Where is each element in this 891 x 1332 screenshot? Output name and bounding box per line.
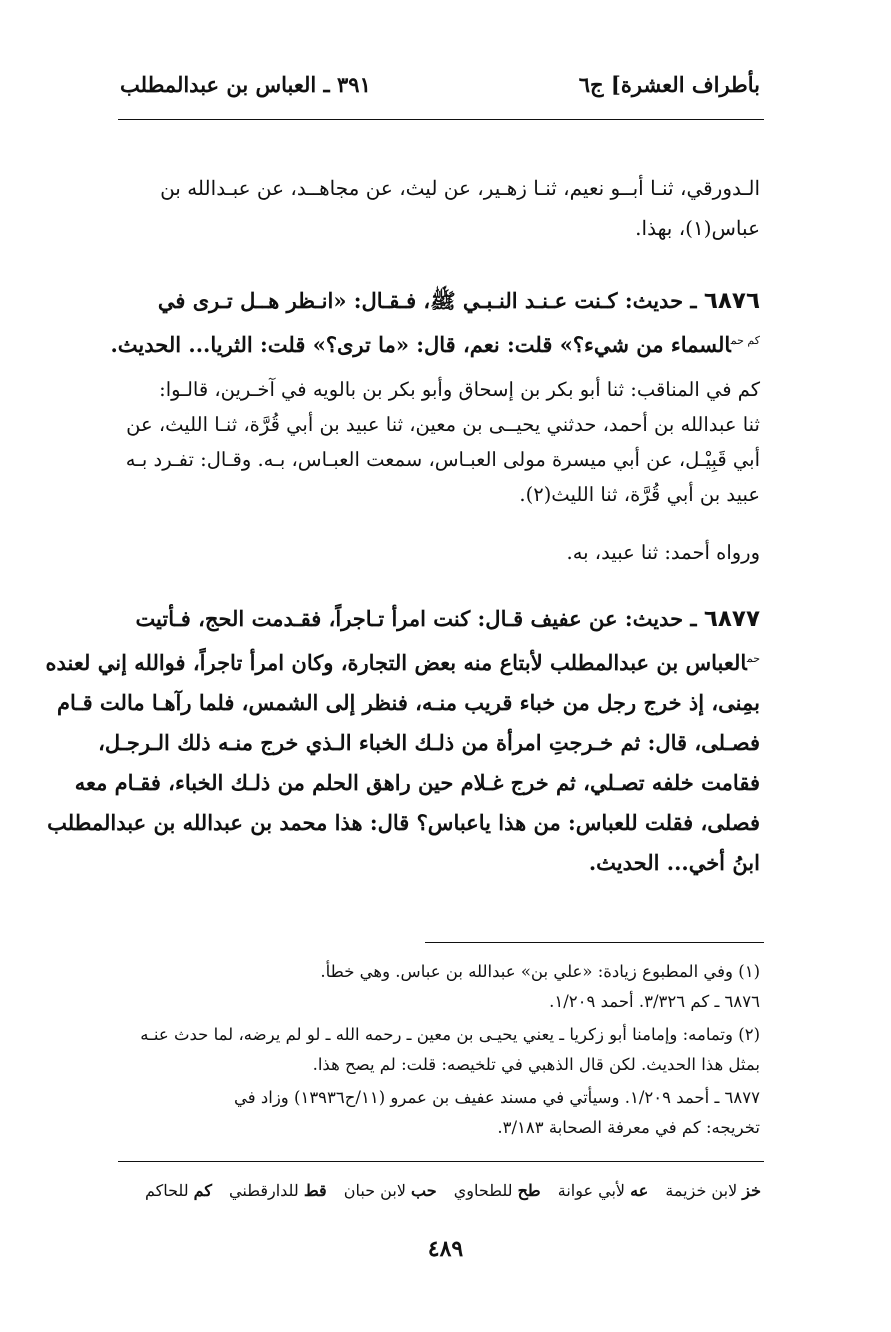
text-line: أبي قَبِيْـل، عن أبي ميسرة مولى العبـاس، سمعت العبـاس، بـه. وقـال: تفـرد بـه [125,448,760,471]
text-line: ثنا عبدالله بن أحمد، حدثني يحيــى بن معين، ثنا عبيد بن أبي قُرَّة، ثنـا الليث، عن [126,413,760,436]
hadith-number: ٦٨٧٧ [703,606,760,632]
intro-paragraph [120,168,760,248]
book-title: بأطراف العشرة] ج٦ [578,72,760,97]
text-line: عباس(١)، بهذا. [635,216,760,240]
footnote-line: بمثل هذا الحديث. لكن قال الذهبي في تلخيصه: قلت: لم يصح هذا. [312,1055,760,1074]
abbreviation-item: طح للطحاوي [453,1181,541,1200]
sources-paragraph [120,372,760,512]
section-title: ٣٩١ ـ العباس بن عبدالمطلب [120,72,371,97]
hadith-6876 [110,281,760,365]
page-number: ٤٨٩ [427,1236,464,1262]
text-line: ـ حديث: كـنت عـنـد النـبـي ﷺ، فـقـال: «انـظر هــل تـرى في [157,288,697,313]
text-line: ـ حديث: عن عفيف قـال: كنت امرأ تـاجراً، فقـدمت الحج، فـأتيت [135,606,697,631]
abbreviation-item: حب لابن حبان [343,1181,437,1200]
text-line: كم في المناقب: ثنا أبو بكر بن إسحاق وأبو بكر بن بالويه في آخـرين، قالـوا: [159,378,760,401]
abbreviation-item: قط للدارقطني [229,1181,327,1200]
abbreviation-item: عه لأبي عوانة [557,1181,649,1200]
footer-rule [118,1161,764,1162]
hadith-heading-line [120,599,760,639]
footnote-line: (٢) وتمامه: وإمامنا أبو زكريا ـ يعني يحيـى بن معين ـ رحمه الله ـ لو لم يرضه، لما حدث عنـه [140,1025,760,1044]
footnote-2 [120,1020,760,1080]
text-line: عبيد بن أبي قُرَّة، ثنا الليث(٢). [519,483,760,506]
footnote-line: تخريجه: كم في معرفة الصحابة ٣/١٨٣. [497,1118,760,1137]
running-header [120,72,760,108]
abbreviation-legend [133,1181,761,1200]
source-marker: حم [746,652,760,665]
text-line: ابنُ أخي... الحديث. [588,850,760,875]
riwaya-paragraph [120,535,760,570]
header-rule [118,119,764,120]
footnote-line: ٦٨٧٦ ـ كم ٣/٣٢٦. أحمد ١/٢٠٩. [549,992,760,1011]
text-line: الـدورقي، ثنـا أبــو نعيم، ثنـا زهـير، عن ليث، عن مجاهــد، عن عبـدالله بن [160,176,760,200]
abbreviation-item: خز لابن خزيمة [665,1181,761,1200]
footnote-rule [425,942,764,943]
text-line: فقامت خلفه تصـلي، ثم خرج غـلام حين راهق الحلم من ذلـك الخباء، فقـام معه [74,770,760,795]
text-line: السماء من شيء؟» قلت: نعم، قال: «ما ترى؟» قلت: الثريا... الحديث. [110,332,731,357]
footnote-line: (١) وفي المطبوع زيادة: «علي بن» عبدالله بن عباس. وهي خطأ. [320,962,760,981]
footnote-1 [120,957,760,1017]
text-line: بمِنى، إذ خرج رجل من خباء قريب منـه، فنظر إلى الشمس، فلما رآهـا مالت قـام [57,690,760,715]
text-line: ورواه أحمد: ثنا عبيد، به. [566,541,760,564]
footnote-3 [120,1083,760,1143]
hadith-line-2 [110,321,760,365]
footnote-line: ٦٨٧٧ ـ أحمد ١/٢٠٩. وسيأتي في مسند عفيف بن عمرو (١١/ح١٣٩٣٦) وزاد في [234,1088,760,1107]
source-marker: كم حم [730,334,760,347]
hadith-number: ٦٨٧٦ [703,288,760,314]
text-line: فصـلى، قال: ثم خـرجتِ امرأة من ذلـك الخباء الـذي خرج منـه ذلك الـرجـل، [98,730,760,755]
hadith-line-2 [45,639,760,683]
hadith-heading-line [120,281,760,321]
abbreviation-item: كم للحاكم [144,1181,212,1200]
text-line: العباس بن عبدالمطلب لأبتاع منه بعض التجارة، وكان امرأ تاجراً، فوالله إني لعنده [45,650,747,675]
text-line: فصلى، فقلت للعباس: من هذا ياعباس؟ قال: هذا محمد بن عبدالله بن عبدالمطلب [47,810,760,835]
hadith-6877 [45,599,760,883]
